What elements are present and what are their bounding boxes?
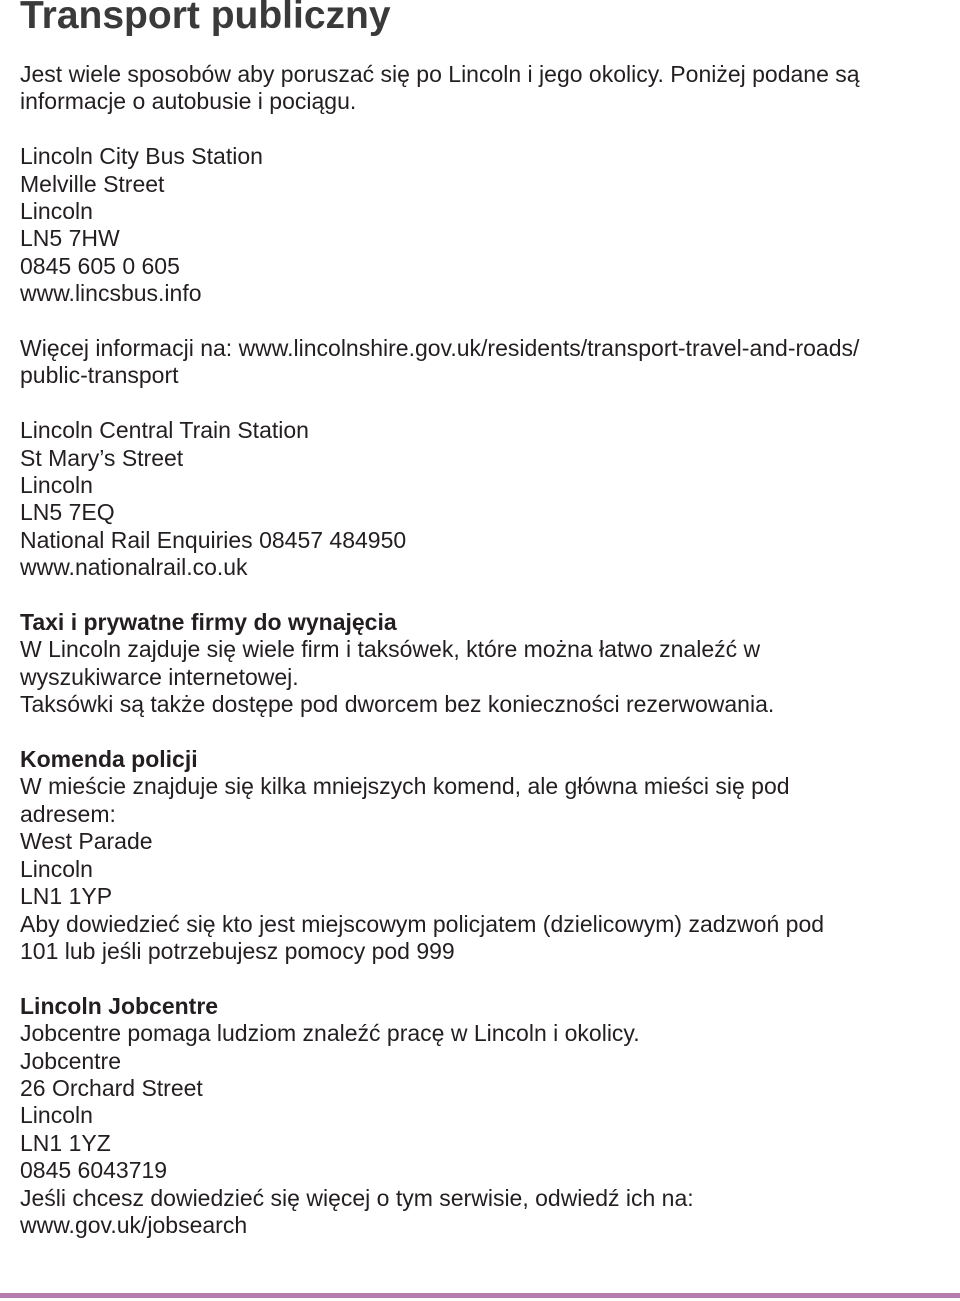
bus-station-name: Lincoln City Bus Station bbox=[20, 143, 263, 170]
bus-station-address bbox=[20, 143, 950, 307]
page-title: Transport publiczny bbox=[20, 0, 391, 37]
police-line: adresem: bbox=[20, 800, 116, 827]
jobcentre-phone: 0845 6043719 bbox=[20, 1157, 168, 1184]
more-info-line: public-transport bbox=[20, 362, 179, 389]
train-station-name: Lincoln Central Train Station bbox=[20, 417, 309, 444]
train-station-postcode: LN5 7EQ bbox=[20, 499, 115, 526]
train-station-address bbox=[20, 417, 950, 581]
intro-paragraph bbox=[20, 61, 950, 116]
bus-station-website: www.lincsbus.info bbox=[20, 280, 202, 307]
footer-rule bbox=[0, 1293, 960, 1298]
police-line: 101 lub jeśli potrzebujesz pomocy pod 999 bbox=[20, 937, 455, 964]
document-page bbox=[20, 0, 950, 1239]
jobcentre-line: Jobcentre pomaga ludziom znaleźć pracę w Lincoln i okolicy. bbox=[20, 1020, 640, 1047]
taxi-section bbox=[20, 609, 950, 719]
jobcentre-street: 26 Orchard Street bbox=[20, 1074, 203, 1101]
police-line: Aby dowiedzieć się kto jest miejscowym policjatem (dzielicowym) zadzwoń pod bbox=[20, 910, 825, 937]
train-station-city: Lincoln bbox=[20, 472, 93, 499]
jobcentre-website: www.gov.uk/jobsearch bbox=[20, 1211, 248, 1238]
bus-station-city: Lincoln bbox=[20, 198, 93, 225]
jobcentre-line: Jeśli chcesz dowiedzieć się więcej o tym serwisie, odwiedź ich na: bbox=[20, 1184, 694, 1211]
police-postcode: LN1 1YP bbox=[20, 883, 113, 910]
taxi-heading: Taxi i prywatne firmy do wynajęcia bbox=[20, 609, 397, 636]
intro-line: Jest wiele sposobów aby poruszać się po Lincoln i jego okolicy. Poniżej podane są bbox=[20, 61, 860, 87]
more-info-line: Więcej informacji na: www.lincolnshire.gov.uk/residents/transport-travel-and-roads/ bbox=[20, 335, 860, 362]
jobcentre-heading: Lincoln Jobcentre bbox=[20, 992, 219, 1019]
jobcentre-city: Lincoln bbox=[20, 1102, 93, 1129]
jobcentre-section bbox=[20, 993, 950, 1240]
police-section bbox=[20, 746, 950, 965]
taxi-line: wyszukiwarce internetowej. bbox=[20, 663, 299, 690]
train-station-phone: National Rail Enquiries 08457 484950 bbox=[20, 526, 407, 553]
jobcentre-name: Jobcentre bbox=[20, 1047, 122, 1074]
police-heading: Komenda policji bbox=[20, 746, 198, 773]
jobcentre-postcode: LN1 1YZ bbox=[20, 1129, 111, 1156]
taxi-line: Taksówki są także dostępe pod dworcem bez konieczności rezerwowania. bbox=[20, 691, 775, 718]
intro-line: informacje o autobusie i pociągu. bbox=[20, 88, 357, 115]
police-line: W mieście znajduje się kilka mniejszych komend, ale główna mieści się pod bbox=[20, 773, 790, 800]
taxi-line: W Lincoln zajduje się wiele firm i taksówek, które można łatwo znaleźć w bbox=[20, 636, 761, 663]
bus-station-postcode: LN5 7HW bbox=[20, 225, 120, 252]
more-info-paragraph bbox=[20, 335, 950, 390]
bus-station-phone: 0845 605 0 605 bbox=[20, 252, 180, 279]
bus-station-street: Melville Street bbox=[20, 170, 165, 197]
police-street: West Parade bbox=[20, 828, 153, 855]
police-city: Lincoln bbox=[20, 855, 93, 882]
train-station-street: St Mary’s Street bbox=[20, 444, 184, 471]
train-station-website: www.nationalrail.co.uk bbox=[20, 554, 248, 581]
